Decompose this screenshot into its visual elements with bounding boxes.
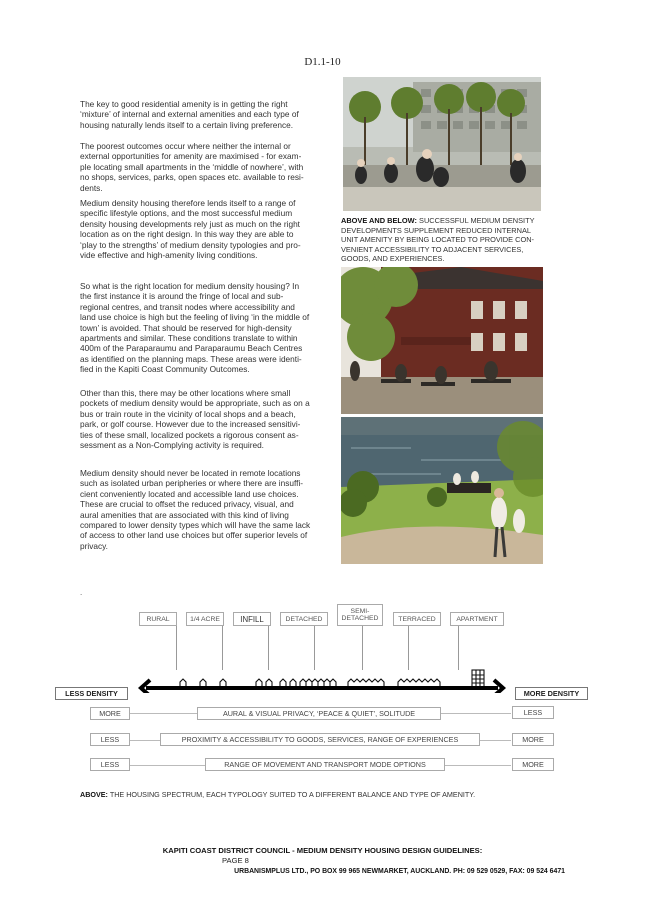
footer-title: KAPITI COAST DISTRICT COUNCIL - MEDIUM DENSITY HOUSING DESIGN GUIDELINES: — [162, 846, 483, 855]
page-number: D1.1-10 — [304, 56, 341, 68]
typology-terraced: TERRACED — [393, 612, 441, 626]
leader-detached — [314, 626, 315, 670]
typology-detached: DETACHED — [280, 612, 328, 626]
density-arrow-with-houses — [136, 665, 508, 693]
photo-caption: ABOVE AND BELOW: SUCCESSFUL MEDIUM DENSITY DEVELOPMENTS SUPPLEMENT REDUCED INTERNAL UNIT AMENITY BY BEING LOCATED TO PROVIDE CON-VENIENT ACCESSIBILITY TO ADJACENT SERVICES, GOODS, AND EXPERIENCES. — [341, 216, 535, 264]
typology-rural: RURAL — [139, 612, 177, 626]
privacy-label: AURAL & VISUAL PRIVACY, ‘PEACE & QUIET’, SOLITUDE — [197, 707, 441, 720]
proximity-right: MORE — [512, 733, 554, 746]
leader-quarter-acre — [222, 626, 223, 670]
body-paragraph-3: Medium density housing therefore lends itself to a range of specific lifestyle options, and the most successful medium density housing developments rely just as much on the right location as on the right design. In this way they are able to ‘play to the strengths’ of medium density typologies and pro-vide effective and high-amenity living conditions. — [80, 198, 301, 261]
body-paragraph-2: The poorest outcomes occur where neither the internal or external opportunities for amenity are maximised - for exam-ple locating small apartments in the ‘middle of nowhere’, with no shops, services, parks, open spaces etc. available to resi-dents. — [80, 141, 304, 193]
typology-quarter-acre: 1/4 ACRE — [186, 612, 224, 626]
movement-label: RANGE OF MOVEMENT AND TRANSPORT MODE OPTIONS — [205, 758, 445, 771]
typology-semi-detached: SEMI-DETACHED — [337, 604, 383, 626]
body-paragraph-1: The key to good residential amenity is in getting the right ‘mixture’ of internal and external amenities and each type of housing naturally lends itself to a certain living preference. — [80, 99, 299, 130]
footer-contact: URBANISMPLUS LTD., PO BOX 99 965 NEWMARKET, AUCKLAND. PH: 09 529 0529, FAX: 09 524 6471 — [234, 868, 565, 875]
movement-left: LESS — [90, 758, 130, 771]
stray-dot: . — [80, 588, 83, 597]
proximity-label: PROXIMITY & ACCESSIBILITY TO GOODS, SERVICES, RANGE OF EXPERIENCES — [160, 733, 480, 746]
typology-infill: INFILL — [233, 612, 271, 626]
privacy-right: LESS — [512, 706, 554, 719]
photo-lakeside-park — [341, 417, 543, 564]
proximity-left: LESS — [90, 733, 130, 746]
body-paragraph-6: Medium density should never be located in remote locations such as isolated urban peripheries or where there are insuffi-cient conveniently located and accessible land use choices. These are crucial to offset the reduced privacy, visual, and aural amenities that are associated with this kind of living compared to lower density types which will have the same lack of access to other land use choices but offer superior levels of privacy. — [80, 468, 311, 551]
footer-page: PAGE 8 — [222, 856, 249, 865]
photo-courtyard — [341, 267, 543, 414]
leader-terraced — [408, 626, 409, 670]
photo-urban-plaza — [343, 77, 541, 211]
typology-apartment: APARTMENT — [450, 612, 504, 626]
body-paragraph-5: Other than this, there may be other locations where small pockets of medium density would be appropriate, such as on a bus or train route in the vicinity of local shops and a beach, park, or golf course. However due to the increased sensitivi-ties of these small, localized pockets a rigorous consent as-sessment as a Non-Complying activity is required. — [80, 388, 310, 451]
leader-infill — [268, 626, 269, 670]
leader-rural — [176, 626, 177, 670]
less-density-label: LESS DENSITY — [55, 687, 128, 700]
more-density-label: MORE DENSITY — [515, 687, 588, 700]
leader-apartment — [458, 626, 459, 670]
spectrum-caption: ABOVE: THE HOUSING SPECTRUM, EACH TYPOLOGY SUITED TO A DIFFERENT BALANCE AND TYPE OF AMENITY. — [80, 790, 476, 799]
leader-semi-detached — [362, 626, 363, 670]
body-paragraph-4: So what is the right location for medium density housing? In the first instance it is around the fringe of local and sub-regional centres, and transit nodes where accessibility and land use choice is high but the feeling of living ‘in the middle of town’ is avoided. That should be reserved for high-density apartments and similar. These conditions translate to within 400m of the Paraparaumu and Paraparaumu Beach Centres as identified on the planning maps. These areas were identi-fied in the Kapiti Coast Community Outcomes. — [80, 281, 310, 375]
privacy-left: MORE — [90, 707, 130, 720]
movement-right: MORE — [512, 758, 554, 771]
